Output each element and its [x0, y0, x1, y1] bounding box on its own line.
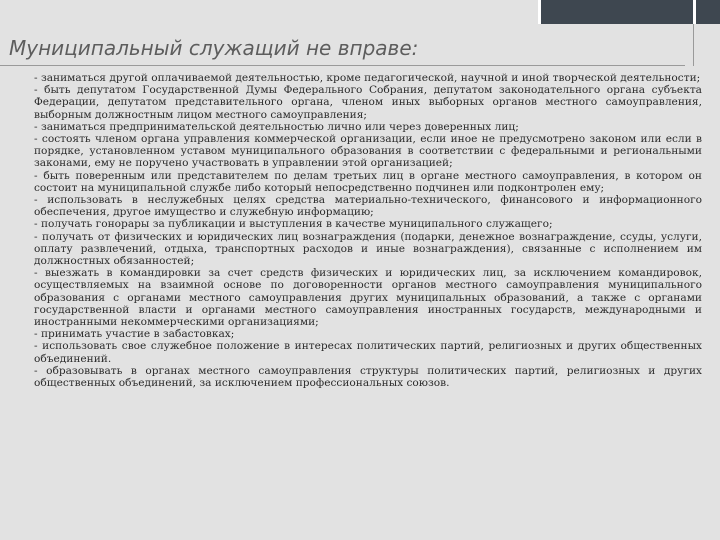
top-decor-separator-right: [693, 0, 696, 24]
list-item: - заниматься предпринимательской деятельностью лично или через доверенных лиц;: [34, 120, 519, 133]
list-item: - использовать свое служебное положение в интересах политических партий, религиозных и других общественных объединений.: [34, 340, 702, 365]
title-vertical-rule: [693, 24, 694, 66]
top-decor-separator-left: [538, 0, 541, 24]
list-item: - получать от физических и юридических лиц вознаграждения (подарки, денежное вознаграждение, ссуды, услуги, оплату развлечений, отдыха, транспортных расходов и иные вознаграждения), связанные с исполнением им должностных обязанностей;: [34, 230, 702, 268]
list-item: - принимать участие в забастовках;: [34, 328, 235, 341]
list-item: - образовывать в органах местного самоуправления структуры политических партий, религиозных и других общественных объединений, за исключением профессиональных союзов.: [34, 364, 702, 390]
list-item: - заниматься другой оплачиваемой деятельностью, кроме педагогической, научной и иной творческой деятельности;: [34, 72, 701, 84]
list-item: - быть депутатом Государственной Думы Федерального Собрания, депутатом законодательного органа субъекта Федерации, депутатом представительного органа, членом иных выборных органов местного самоуправления, выборным должностным лицом местного самоуправления;: [34, 84, 702, 121]
list-item: - получать гонорары за публикации и выступления в качестве муниципального служащего;: [34, 218, 553, 231]
list-item: - выезжать в командировки за счет средств физических и юридических лиц, за исключением командировок, осуществляемых на взаимной основе по договоренности органов местного самоуправления муниципального образования с органами местного самоуправления других муниципальных образований, а также с органами государственной власти и органами местного самоуправления иностранных государств, международными и иностранными некоммерческими организациями;: [34, 267, 702, 329]
list-item: - состоять членом органа управления коммерческой организации, если иное не предусмотрено законом или если в порядке, установленном уставом муниципального образования в соответствии с федеральными и региональными законами, ему не поручено участвовать в управлении этой организацией;: [34, 133, 702, 170]
list-item: - использовать в неслужебных целях средства материально-технического, финансового и информационного обеспечения, другое имущество и служебную информацию;: [34, 194, 702, 219]
list-item: - быть поверенным или представителем по делам третьих лиц в органе местного самоуправления, в котором он состоит на муниципальной службе либо который непосредственно подчинен или подконтролен ему;: [34, 169, 702, 194]
slide-title: Муниципальный служащий не вправе:: [9, 36, 419, 60]
restrictions-list: [34, 72, 702, 389]
title-underline: [0, 65, 685, 66]
